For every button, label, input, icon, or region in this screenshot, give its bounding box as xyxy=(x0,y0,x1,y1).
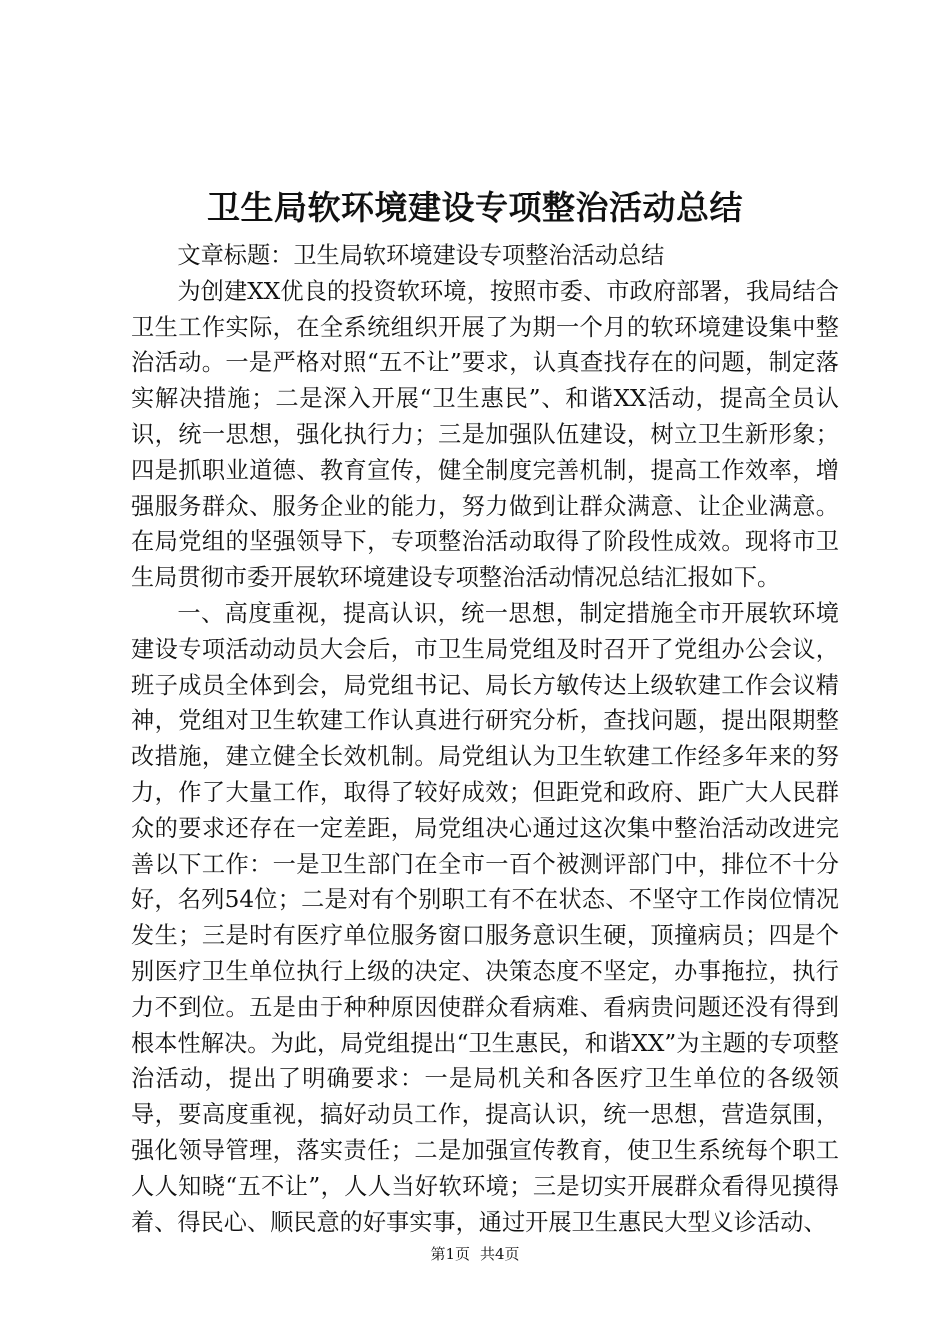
paragraph-intro: 为创建XX优良的投资软环境，按照市委、市政府部署，我局结合卫生工作实际，在全系统组织开展了为期一个月的软环境建设集中整治活动。一是严格对照“五不让”要求，认真查找存在的问题，制定落实解决措施；二是深入开展“卫生惠民”、和谐XX活动，提高全员认识，统一思想，强化执行力；三是加强队伍建设，树立卫生新形象；四是抓职业道德、教育宣传，健全制度完善机制，提高工作效率，增强服务群众、服务企业的能力，努力做到让群众满意、让企业满意。在局党组的坚强领导下，专项整治活动取得了阶段性成效。现将市卫生局贯彻市委开展软环境建设专项整治活动情况总结汇报如下。 xyxy=(131,277,839,592)
page-total: 共4页 xyxy=(480,1245,520,1263)
paragraph-section-one: 一、高度重视，提高认识，统一思想，制定措施全市开展软环境建设专项活动动员大会后，市卫生局党组及时召开了党组办公会议，班子成员全体到会，局党组书记、局长方敏传达上级软建工作会议精神，党组对卫生软建工作认真进行研究分析，查找问题，提出限期整改措施，建立健全长效机制。局党组认为卫生软建工作经多年来的努力，作了大量工作，取得了较好成效；但距党和政府、距广大人民群众的要求还存在一定差距，局党组决心通过这次集中整治活动改进完善以下工作：一是卫生部门在全市一百个被测评部门中，排位不十分好，名列54位；二是对有个别职工有不在状态、不坚守工作岗位情况发生；三是时有医疗单位服务窗口服务意识生硬，顶撞病员；四是个别医疗卫生单位执行上级的决定、决策态度不坚定，办事拖拉，执行力不到位。五是由于种种原因使群众看病难、看病贵问题还没有得到根本性解决。为此，局党组提出“卫生惠民，和谐XX”为主题的专项整治活动，提出了明确要求：一是局机关和各医疗卫生单位的各级领导，要高度重视，搞好动员工作，提高认识，统一思想，营造氛围，强化领导管理，落实责任；二是加强宣传教育，使卫生系统每个职工人人知晓“五不让”，人人当好软环境；三是切实开展群众看得见摸得着、得民心、顺民意的好事实事，通过开展卫生惠民大型义诊活动、 xyxy=(131,599,839,1236)
document-body xyxy=(131,238,839,1240)
page-footer xyxy=(0,1243,950,1265)
document-title: 卫生局软环境建设专项整治活动总结 xyxy=(207,188,743,227)
article-title-line: 文章标题：卫生局软环境建设专项整治活动总结 xyxy=(177,242,665,269)
page-number: 第1页 xyxy=(430,1245,470,1263)
